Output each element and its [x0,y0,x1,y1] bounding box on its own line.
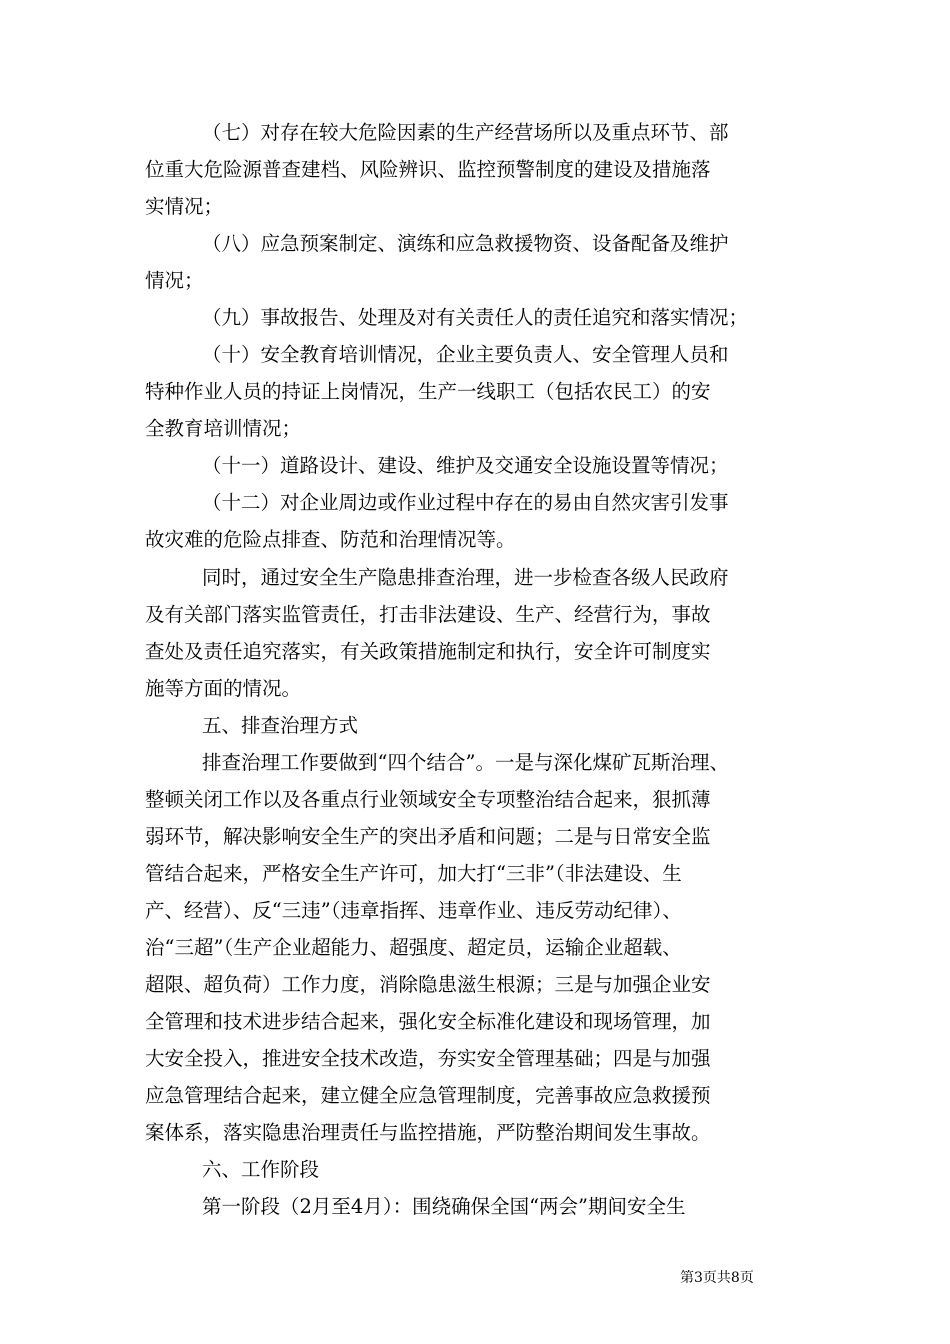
paragraph-line: 全管理和技术进步结合起来，强化安全标准化建设和现场管理，加 [145,1010,711,1033]
paragraph-line: （十一）道路设计、建设、维护及交通安全设施设置等情况； [202,454,729,477]
paragraph-line: 排查治理工作要做到“四个结合”。一是与深化煤矿瓦斯治理、 [202,751,729,774]
section-heading: 六、工作阶段 [202,1158,320,1181]
paragraph-line: 查处及责任追究落实，有关政策措施制定和执行，安全许可制度实 [145,640,711,663]
paragraph-line: 情况； [145,269,204,292]
paragraph-line: 弱环节，解决影响安全生产的突出矛盾和问题；二是与日常安全监 [145,825,711,848]
paragraph-line: 同时，通过安全生产隐患排查治理，进一步检查各级人民政府 [202,566,729,589]
paragraph-line: 产、经营）、反“三违”（违章指挥、违章作业、违反劳动纪律）、 [145,899,682,922]
paragraph-line: 施等方面的情况。 [145,677,302,700]
paragraph-line: （八）应急预案制定、演练和应急救援物资、设备配备及维护 [202,232,729,255]
paragraph-line: 整顿关闭工作以及各重点行业领域安全专项整治结合起来，狠抓薄 [145,788,711,811]
paragraph-line: （十二）对企业周边或作业过程中存在的易由自然灾害引发事 [202,491,729,514]
paragraph-line: （十）安全教育培训情况，企业主要负责人、安全管理人员和 [202,343,729,366]
paragraph-line: 管结合起来，严格安全生产许可，加大打“三非”（非法建设、生 [145,862,682,885]
paragraph-line: 第一阶段（2月至4月）：围绕确保全国“两会”期间安全生 [202,1195,686,1218]
paragraph-line: 案体系，落实隐患治理责任与监控措施，严防整治期间发生事故。 [145,1121,711,1144]
paragraph-line: （七）对存在较大危险因素的生产经营场所以及重点环节、部 [202,121,729,144]
paragraph-line: 位重大危险源普查建档、风险辨识、监控预警制度的建设及措施落 [145,158,711,181]
section-heading: 五、排查治理方式 [202,714,359,737]
paragraph-line: 特种作业人员的持证上岗情况，生产一线职工（包括农民工）的安 [145,380,711,403]
paragraph-line: 全教育培训情况； [145,417,302,440]
paragraph-line: 实情况； [145,195,224,218]
paragraph-line: （九）事故报告、处理及对有关责任人的责任追究和落实情况； [202,306,749,329]
paragraph-line: 治“三超”（生产企业超能力、超强度、超定员，运输企业超载、 [145,936,682,959]
paragraph-line: 超限、超负荷）工作力度，消除隐患滋生根源；三是与加强企业安 [145,973,711,996]
page-number: 第3页共8页 [680,1270,754,1286]
paragraph-line: 应急管理结合起来，建立健全应急管理制度，完善事故应急救援预 [145,1084,711,1107]
paragraph-line: 大安全投入，推进安全技术改造，夯实安全管理基础；四是与加强 [145,1047,711,1070]
paragraph-line: 故灾难的危险点排查、防范和治理情况等。 [145,528,516,551]
paragraph-line: 及有关部门落实监管责任，打击非法建设、生产、经营行为，事故 [145,603,711,626]
